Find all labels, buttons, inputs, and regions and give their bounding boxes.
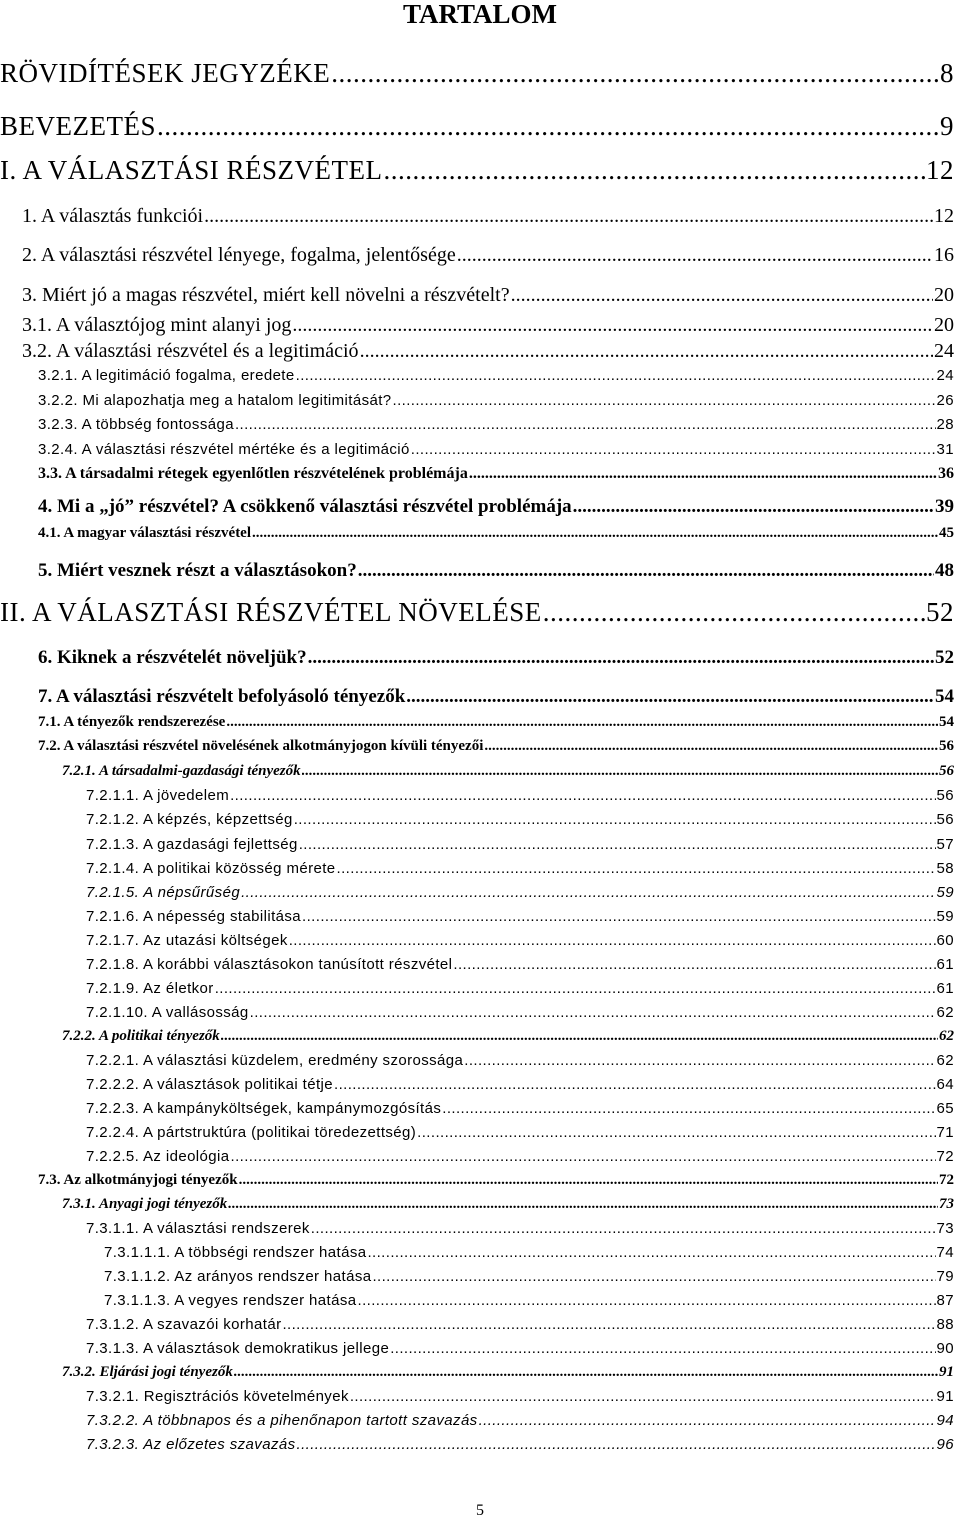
toc-leader <box>228 1196 938 1213</box>
toc-entry-title: RÖVIDÍTÉSEK JEGYZÉKE <box>0 58 331 88</box>
toc-entry-title: I. A VÁLASZTÁSI RÉSZVÉTEL <box>0 155 383 185</box>
toc-entry-page: 90 <box>936 1340 954 1357</box>
toc-entry-title: II. A VÁLASZTÁSI RÉSZVÉTEL NÖVELÉSE <box>0 597 542 627</box>
toc-entry-page: 62 <box>936 1052 954 1069</box>
toc-entry-page: 79 <box>936 1268 954 1285</box>
toc-leader <box>479 1412 936 1429</box>
toc-entry[interactable] <box>38 1172 954 1192</box>
toc-entry-title: 7.3.1.1.1. A többségi rendszer hatása <box>104 1244 367 1261</box>
toc-entry-title: 7.2.1.4. A politikai közösség mérete <box>86 860 336 877</box>
toc-entry-title: 7. A választási részvételt befolyásoló tényezők <box>38 686 406 707</box>
toc-entry-title: 7.1. A tényezők rendszerezése <box>38 714 226 730</box>
toc-entry-page: 62 <box>939 1028 954 1044</box>
page-title: TARTALOM <box>402 0 558 29</box>
toc-entry[interactable] <box>22 284 954 308</box>
toc-entry-page: 73 <box>936 1220 954 1237</box>
toc-entry[interactable] <box>0 597 954 629</box>
toc-entry-page: 58 <box>936 860 954 877</box>
toc-entry-page: 8 <box>940 58 954 88</box>
toc-entry-title: 7.3. Az alkotmányjogi tényezők <box>38 1172 238 1188</box>
toc-entry[interactable] <box>38 465 954 485</box>
toc-entry-title: 7.2. A választási részvétel növelésének alkotmányjogon kívüli tényezői <box>38 738 484 754</box>
toc-entry-title: 3.2.2. Mi alapozhatja meg a hatalom legitimitását? <box>38 392 392 409</box>
toc-entry-page: 64 <box>936 1076 954 1093</box>
toc-leader <box>231 1148 936 1165</box>
toc-entry-page: 71 <box>936 1124 954 1141</box>
toc-entry-title: 7.3.1.2. A szavazói korhatár <box>86 1316 282 1333</box>
toc-leader <box>292 314 933 337</box>
toc-entry[interactable] <box>86 908 954 928</box>
toc-entry-title: BEVEZETÉS <box>0 111 156 141</box>
toc-entry[interactable] <box>22 340 954 364</box>
toc-leader <box>469 465 937 483</box>
toc-leader <box>360 340 933 363</box>
toc-entry[interactable] <box>62 1196 954 1216</box>
toc-entry-page: 56 <box>939 738 954 754</box>
toc-entry-title: 5. Miért vesznek részt a választásokon? <box>38 560 357 581</box>
toc-entry-page: 28 <box>936 416 954 433</box>
toc-entry-title: 3.3. A társadalmi rétegek egyenlőtlen részvételének problémája <box>38 465 468 482</box>
toc-leader <box>250 1004 936 1021</box>
toc-entry-page: 91 <box>939 1364 954 1380</box>
toc-entry-title: 7.3.1. Anyagi jogi tényezők <box>62 1196 228 1212</box>
toc-leader <box>334 1076 935 1093</box>
toc-leader <box>296 367 936 384</box>
toc-leader <box>442 1100 935 1117</box>
toc-leader <box>221 1028 938 1045</box>
toc-leader <box>234 1364 938 1381</box>
toc-entry[interactable] <box>86 1388 954 1408</box>
toc-entry-title: 7.2.1.3. A gazdasági fejlettség <box>86 836 298 853</box>
toc-entry-page: 88 <box>936 1316 954 1333</box>
toc-leader <box>406 686 934 708</box>
toc-entry-title: 7.2.1.1. A jövedelem <box>86 787 230 804</box>
toc-entry-page: 96 <box>936 1436 954 1453</box>
toc-leader <box>308 647 934 669</box>
toc-entry-page: 24 <box>936 367 954 384</box>
toc-leader <box>204 205 933 228</box>
toc-entry-title: 7.2.2. A politikai tényezők <box>62 1028 220 1044</box>
toc-entry[interactable] <box>62 763 954 783</box>
toc-entry[interactable] <box>86 956 954 976</box>
toc-entry[interactable] <box>62 1364 954 1384</box>
toc-entry[interactable] <box>86 1340 954 1360</box>
toc-entry[interactable] <box>38 496 954 520</box>
toc-entry-page: 74 <box>936 1244 954 1261</box>
toc-leader <box>417 1124 935 1141</box>
toc-entry[interactable] <box>38 560 954 584</box>
toc-entry-page: 31 <box>936 441 954 458</box>
toc-entry[interactable] <box>0 58 954 90</box>
toc-entry-page: 61 <box>936 956 954 973</box>
toc-entry-page: 39 <box>935 496 954 517</box>
toc-entry-page: 26 <box>936 392 954 409</box>
toc-entry[interactable] <box>38 714 954 734</box>
toc-leader <box>358 1292 936 1309</box>
toc-leader <box>337 860 936 877</box>
toc-entry-page: 56 <box>936 787 954 804</box>
toc-leader <box>390 1340 935 1357</box>
toc-entry-title: 7.3.2. Eljárási jogi tényezők <box>62 1364 233 1380</box>
toc-entry[interactable] <box>86 1052 954 1072</box>
toc-entry[interactable] <box>104 1244 954 1264</box>
toc-leader <box>511 284 933 307</box>
toc-entry-page: 59 <box>936 884 954 901</box>
toc-leader <box>302 763 938 780</box>
toc-entry-title: 7.2.2.4. A pártstruktúra (politikai töredezettség) <box>86 1124 417 1141</box>
toc-entry[interactable] <box>0 111 954 143</box>
toc-entry[interactable] <box>86 836 954 856</box>
toc-entry-title: 7.3.2.3. Az előzetes szavazás <box>86 1436 296 1453</box>
toc-entry-page: 56 <box>939 763 954 779</box>
toc-leader <box>289 932 936 949</box>
toc-entry-title: 2. A választási részvétel lényege, fogalma, jelentősége <box>22 244 456 266</box>
toc-entry-title: 3. Miért jó a magas részvétel, miért kell növelni a részvételt? <box>22 284 510 306</box>
toc-entry-page: 65 <box>936 1100 954 1117</box>
toc-entry-title: 7.2.2.2. A választások politikai tétje <box>86 1076 334 1093</box>
toc-entry-page: 57 <box>936 836 954 853</box>
toc-entry-title: 7.2.2.1. A választási küzdelem, eredmény szorossága <box>86 1052 464 1069</box>
toc-entry-title: 7.2.1.8. A korábbi választásokon tanúsított részvétel <box>86 956 453 973</box>
toc-entry-page: 54 <box>939 714 954 730</box>
toc-entry-page: 72 <box>936 1148 954 1165</box>
toc-leader <box>294 811 936 828</box>
toc-entry-title: 7.3.2.1. Regisztrációs követelmények <box>86 1388 349 1405</box>
toc-entry-page: 16 <box>934 244 954 266</box>
toc-entry[interactable] <box>86 787 954 807</box>
toc-leader <box>297 1436 936 1453</box>
toc-entry-title: 7.2.1.2. A képzés, képzettség <box>86 811 293 828</box>
toc-entry-title: 7.3.1.1.2. Az arányos rendszer hatása <box>104 1268 372 1285</box>
toc-entry-title: 7.2.1.7. Az utazási költségek <box>86 932 288 949</box>
toc-entry-page: 52 <box>926 597 954 627</box>
toc-entry[interactable] <box>38 738 954 758</box>
toc-leader <box>252 525 938 542</box>
toc-entry[interactable] <box>86 1412 954 1432</box>
toc-entry[interactable] <box>22 205 954 229</box>
toc-entry-title: 6. Kiknek a részvételét növeljük? <box>38 647 307 668</box>
toc-entry-page: 24 <box>934 340 954 362</box>
toc-entry[interactable] <box>86 1004 954 1024</box>
toc-leader <box>573 496 934 518</box>
toc-entry-title: 4. Mi a „jó” részvétel? A csökkenő választási részvétel problémája <box>38 496 572 517</box>
toc-leader <box>464 1052 935 1069</box>
toc-leader <box>453 956 935 973</box>
toc-entry-page: 73 <box>939 1196 954 1212</box>
toc-leader <box>241 884 935 901</box>
toc-entry-title: 1. A választás funkciói <box>22 205 204 227</box>
toc-entry-title: 3.1. A választójog mint alanyi jog <box>22 314 292 336</box>
toc-entry[interactable] <box>38 441 954 461</box>
toc-entry-title: 3.2.3. A többség fontossága <box>38 416 234 433</box>
toc-entry[interactable] <box>38 367 954 387</box>
toc-leader <box>157 111 939 142</box>
toc-entry[interactable] <box>86 1148 954 1168</box>
toc-leader <box>311 1220 936 1237</box>
toc-leader <box>358 560 934 582</box>
toc-entry[interactable] <box>86 1100 954 1120</box>
toc-entry-page: 94 <box>936 1412 954 1429</box>
toc-entry[interactable] <box>86 932 954 952</box>
toc-entry[interactable] <box>22 314 954 338</box>
toc-entry-page: 60 <box>936 932 954 949</box>
toc-entry[interactable] <box>38 525 954 545</box>
toc-entry[interactable] <box>62 1028 954 1048</box>
toc-leader <box>543 597 925 628</box>
toc-entry-title: 7.2.1.6. A népesség stabilitása <box>86 908 302 925</box>
toc-entry-page: 87 <box>936 1292 954 1309</box>
page-number: 5 <box>476 1502 484 1519</box>
toc-entry[interactable] <box>86 1124 954 1144</box>
toc-entry[interactable] <box>0 155 954 187</box>
toc-entry[interactable] <box>86 1436 954 1456</box>
toc-entry-page: 56 <box>936 811 954 828</box>
toc-entry-title: 7.3.2.2. A többnapos és a pihenőnapon tartott szavazás <box>86 1412 478 1429</box>
toc-entry-title: 7.3.1.1.3. A vegyes rendszer hatása <box>104 1292 357 1309</box>
toc-leader <box>235 416 936 433</box>
toc-entry-page: 12 <box>934 205 954 227</box>
toc-leader <box>239 1172 938 1189</box>
toc-entry-title: 7.2.2.3. A kampányköltségek, kampánymozgósítás <box>86 1100 442 1117</box>
toc-entry-title: 3.2. A választási részvétel és a legitimáció <box>22 340 359 362</box>
toc-entry-page: 9 <box>940 111 954 141</box>
toc-entry[interactable] <box>22 244 954 268</box>
toc-entry[interactable] <box>86 884 954 904</box>
toc-entry-title: 3.2.1. A legitimáció fogalma, eredete <box>38 367 295 384</box>
toc-entry-page: 62 <box>936 1004 954 1021</box>
toc-leader <box>484 738 938 755</box>
toc-entry[interactable] <box>86 1076 954 1096</box>
toc-leader <box>350 1388 936 1405</box>
toc-leader <box>230 787 935 804</box>
toc-leader <box>299 836 936 853</box>
toc-leader <box>384 155 926 186</box>
toc-leader <box>331 58 939 89</box>
toc-entry-title: 7.3.1.1. A választási rendszerek <box>86 1220 310 1237</box>
toc-entry[interactable] <box>38 647 954 671</box>
toc-leader <box>367 1244 935 1261</box>
toc-entry[interactable] <box>86 860 954 880</box>
toc-entry-page: 59 <box>936 908 954 925</box>
toc-entry[interactable] <box>86 811 954 831</box>
toc-entry-page: 72 <box>939 1172 954 1188</box>
toc-leader <box>457 244 933 267</box>
toc-entry-page: 91 <box>936 1388 954 1405</box>
toc-entry-title: 3.2.4. A választási részvétel mértéke és a legitimáció <box>38 441 410 458</box>
toc-entry[interactable] <box>104 1292 954 1312</box>
toc-entry[interactable] <box>86 1220 954 1240</box>
toc-entry[interactable] <box>38 392 954 412</box>
toc-leader <box>215 980 936 997</box>
toc-entry-page: 45 <box>939 525 954 541</box>
toc-entry-page: 20 <box>934 284 954 306</box>
toc-entry-title: 7.3.1.3. A választások demokratikus jellege <box>86 1340 390 1357</box>
toc-entry-page: 48 <box>935 560 954 581</box>
toc-entry[interactable] <box>38 686 954 710</box>
toc-leader <box>372 1268 935 1285</box>
toc-entry[interactable] <box>38 416 954 436</box>
toc-entry-page: 20 <box>934 314 954 336</box>
toc-entry-page: 61 <box>936 980 954 997</box>
toc-entry-title: 7.2.1.10. A vallásosság <box>86 1004 249 1021</box>
toc-leader <box>302 908 935 925</box>
toc-entry[interactable] <box>86 980 954 1000</box>
toc-entry[interactable] <box>104 1268 954 1288</box>
toc-entry-title: 7.2.1. A társadalmi-gazdasági tényezők <box>62 763 301 779</box>
toc-entry-title: 7.2.1.9. Az életkor <box>86 980 214 997</box>
toc-entry-page: 54 <box>935 686 954 707</box>
toc-entry-title: 7.2.2.5. Az ideológia <box>86 1148 230 1165</box>
toc-entry-page: 36 <box>938 465 954 482</box>
toc-leader <box>393 392 936 409</box>
toc-entry-title: 4.1. A magyar választási részvétel <box>38 525 252 541</box>
toc-leader <box>226 714 938 731</box>
toc-entry[interactable] <box>86 1316 954 1336</box>
toc-leader <box>411 441 936 458</box>
toc-entry-page: 52 <box>935 647 954 668</box>
toc-entry-title: 7.2.1.5. A népsűrűség <box>86 884 241 901</box>
toc-leader <box>282 1316 935 1333</box>
toc-entry-page: 12 <box>926 155 954 185</box>
